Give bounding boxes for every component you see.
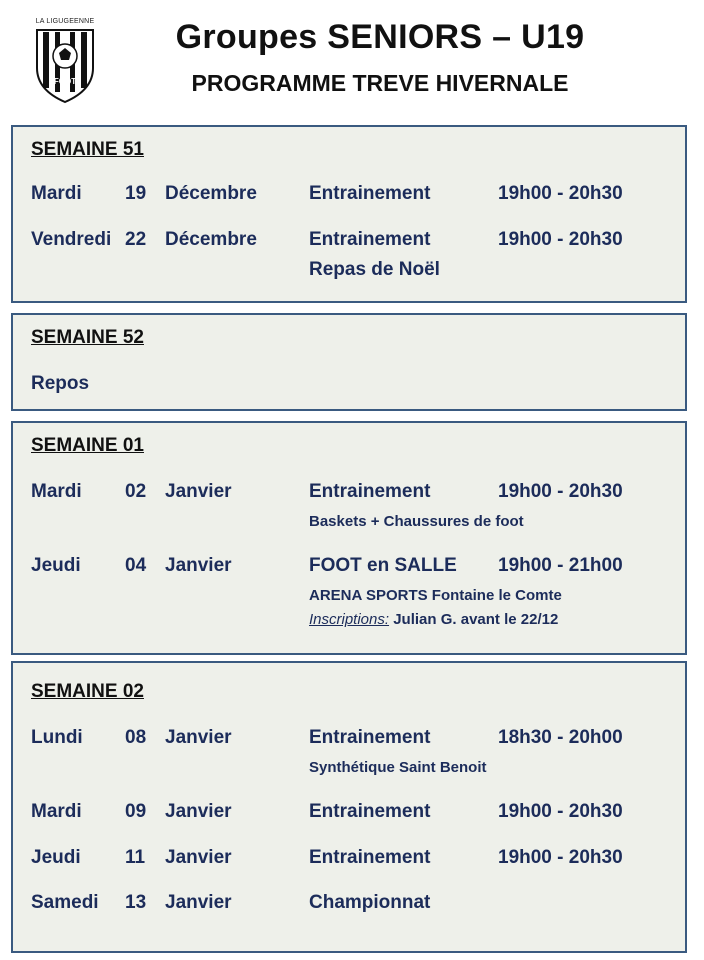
registration-label: Inscriptions: <box>309 611 390 628</box>
row-time: 19h00 - 20h30 <box>498 183 623 204</box>
page-subtitle: PROGRAMME TREVE HIVERNALE <box>191 70 569 96</box>
row-date: 11 <box>125 847 146 868</box>
row-date: 09 <box>125 801 147 822</box>
row-day: Lundi <box>31 727 83 748</box>
row-detail-registration <box>309 611 558 628</box>
logo-letters: FOOT <box>53 77 77 86</box>
row-time: 19h00 - 21h00 <box>498 555 623 576</box>
row-day: Mardi <box>31 481 82 502</box>
row-month: Décembre <box>165 183 257 204</box>
row-date: 22 <box>125 229 147 250</box>
club-crest-icon <box>35 28 95 104</box>
row-time: 18h30 - 20h00 <box>498 727 623 748</box>
week-01-title: SEMAINE 01 <box>31 435 144 456</box>
week-02-title: SEMAINE 02 <box>31 681 144 702</box>
row-activity: FOOT en SALLE <box>309 555 457 576</box>
row-day: Jeudi <box>31 555 81 576</box>
page-title: Groupes SENIORS – U19 <box>175 18 585 56</box>
row-activity: Entrainement <box>309 229 431 250</box>
row-detail: Synthétique Saint Benoit <box>309 759 487 776</box>
row-detail: ARENA SPORTS Fontaine le Comte <box>309 587 562 604</box>
row-date: 13 <box>125 892 147 913</box>
club-name: LA LIGUGEENNE <box>35 18 95 25</box>
row-day: Jeudi <box>31 847 81 868</box>
row-time: 19h00 - 20h30 <box>498 229 623 250</box>
row-time: 19h00 - 20h30 <box>498 847 623 868</box>
row-time: 19h00 - 20h30 <box>498 801 623 822</box>
row-day: Samedi <box>31 892 99 913</box>
row-activity: Entrainement <box>309 847 431 868</box>
row-time: 19h00 - 20h30 <box>498 481 623 502</box>
week-52-title: SEMAINE 52 <box>31 327 144 348</box>
row-month: Janvier <box>165 801 232 822</box>
registration-text: Julian G. avant le 22/12 <box>389 611 559 628</box>
row-day: Mardi <box>31 801 82 822</box>
row-activity: Entrainement <box>309 481 431 502</box>
row-activity: Entrainement <box>309 183 431 204</box>
row-month: Janvier <box>165 727 232 748</box>
row-date: 19 <box>125 183 147 204</box>
row-month: Janvier <box>165 481 232 502</box>
row-day: Mardi <box>31 183 82 204</box>
week-52-note: Repos <box>31 373 90 394</box>
row-extra: Repas de Noël <box>309 259 440 280</box>
row-date: 08 <box>125 727 147 748</box>
week-01-box <box>11 421 687 655</box>
week-51-box <box>11 125 687 303</box>
row-month: Janvier <box>165 555 232 576</box>
week-51-title: SEMAINE 51 <box>31 139 144 160</box>
club-logo <box>30 18 100 104</box>
row-activity: Entrainement <box>309 727 431 748</box>
row-date: 04 <box>125 555 147 576</box>
week-52-box <box>11 313 687 411</box>
row-month: Janvier <box>165 847 232 868</box>
row-detail: Baskets + Chaussures de foot <box>309 513 524 530</box>
row-month: Janvier <box>165 892 232 913</box>
row-activity: Entrainement <box>309 801 431 822</box>
row-activity: Championnat <box>309 892 431 913</box>
row-date: 02 <box>125 481 147 502</box>
week-02-box <box>11 661 687 953</box>
row-month: Décembre <box>165 229 257 250</box>
row-day: Vendredi <box>31 229 112 250</box>
